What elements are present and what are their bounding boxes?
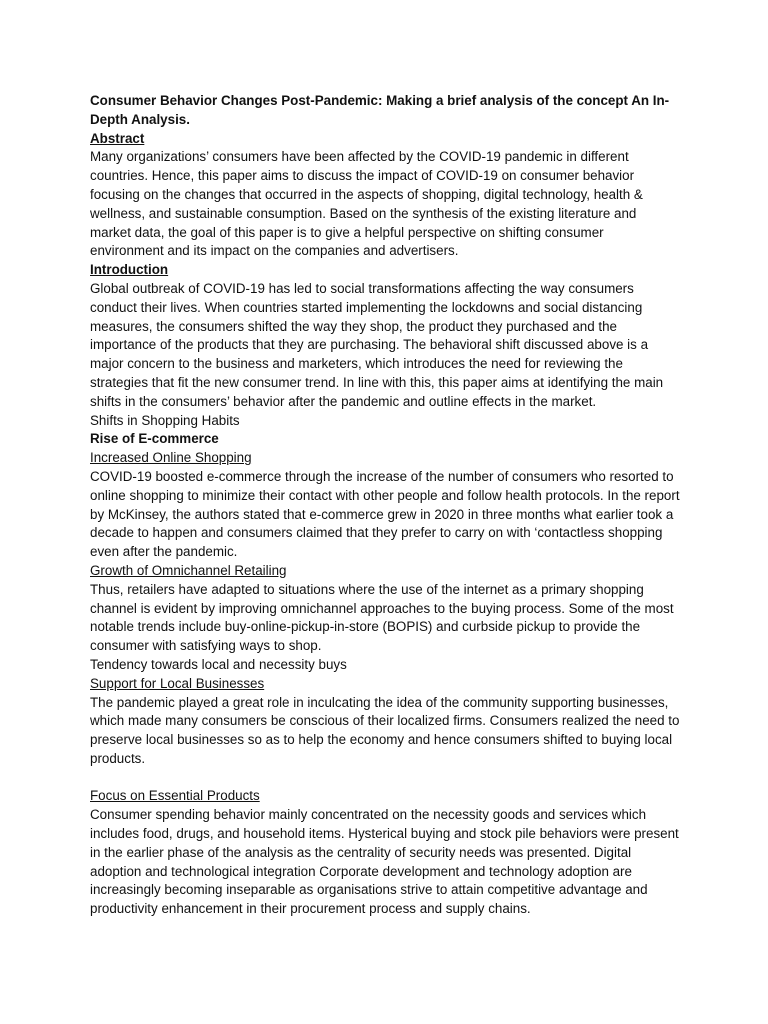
introduction-heading: Introduction — [90, 262, 169, 278]
local-support-paragraph: The pandemic played a great role in inculcating the idea of the community supporting businesses, which made many consumers be conscious of their localized firms. Consumers realized the need to preserve local businesses so as to help the economy and hence consumers shifted to buying local products. — [90, 694, 680, 766]
local-support-heading: Support for Local Businesses — [90, 675, 265, 691]
introduction-paragraph: Global outbreak of COVID-19 has led to social transformations affecting the way consumers conduct their lives. When countries started implementing the lockdowns and social distancing measures, the consumers shifted the way they shop, the product they purchased and the importance of the products that they are purchasing. The behavioral shift discussed above is a major concern to the business and marketers, which introduces the need for reviewing the strategies that fit the new consumer trend. In line with this, this paper aims at identifying the main shifts in the consumers’ behavior after the pandemic and outline effects in the market. — [90, 280, 664, 409]
online-shopping-heading: Increased Online Shopping — [90, 450, 252, 466]
paragraph-gap — [90, 769, 680, 788]
ecommerce-heading: Rise of E-commerce — [90, 431, 219, 447]
online-shopping-paragraph: COVID-19 boosted e-commerce through the increase of the number of consumers who resorted to online shopping to minimize their contact with other people and follow health protocols. In the report by McKinsey, the authors stated that e-commerce grew in 2020 in three months what earlier took a decade to happen and consumers claimed that they prefer to carry on with ‘contactless shopping even after the pandemic. — [90, 468, 680, 560]
omnichannel-paragraph: Thus, retailers have adapted to situations where the use of the internet as a primary shopping channel is evident by improving omnichannel approaches to the buying process. Some of the most notable trends include buy-online-pickup-in-store (BOPIS) and curbside pickup to provide the consumer with satisfying ways to shop. — [90, 581, 674, 654]
shifts-heading: Shifts in Shopping Habits — [90, 412, 240, 428]
document-title: Consumer Behavior Changes Post-Pandemic: Making a brief analysis of the concept An In-Depth Analysis. — [90, 93, 670, 127]
abstract-paragraph: Many organizations’ consumers have been affected by the COVID-19 pandemic in different countries. Hence, this paper aims to discuss the impact of COVID-19 on consumer behavior focusing on the changes that occurred in the aspects of shopping, digital technology, health & wellness, and sustainable consumption. Based on the synthesis of the existing literature and market data, the goal of this paper is to give a helpful perspective on shifting consumer environment and its impact on the companies and advertisers. — [90, 149, 643, 259]
abstract-heading: Abstract — [90, 130, 145, 146]
local-tendency-heading: Tendency towards local and necessity buys — [90, 656, 347, 672]
essential-heading: Focus on Essential Products — [90, 788, 260, 804]
essential-paragraph: Consumer spending behavior mainly concentrated on the necessity goods and services which includes food, drugs, and household items. Hysterical buying and stock pile behaviors were present in the earlier phase of the analysis as the centrality of security needs was presented. Digital adoption and technological integration Corporate development and technology adoption are increasingly becoming inseparable as organisations strive to attain competitive advantage and productivity enhancement in their procurement process and supply chains. — [90, 807, 679, 917]
omnichannel-heading: Growth of Omnichannel Retailing — [90, 562, 287, 578]
